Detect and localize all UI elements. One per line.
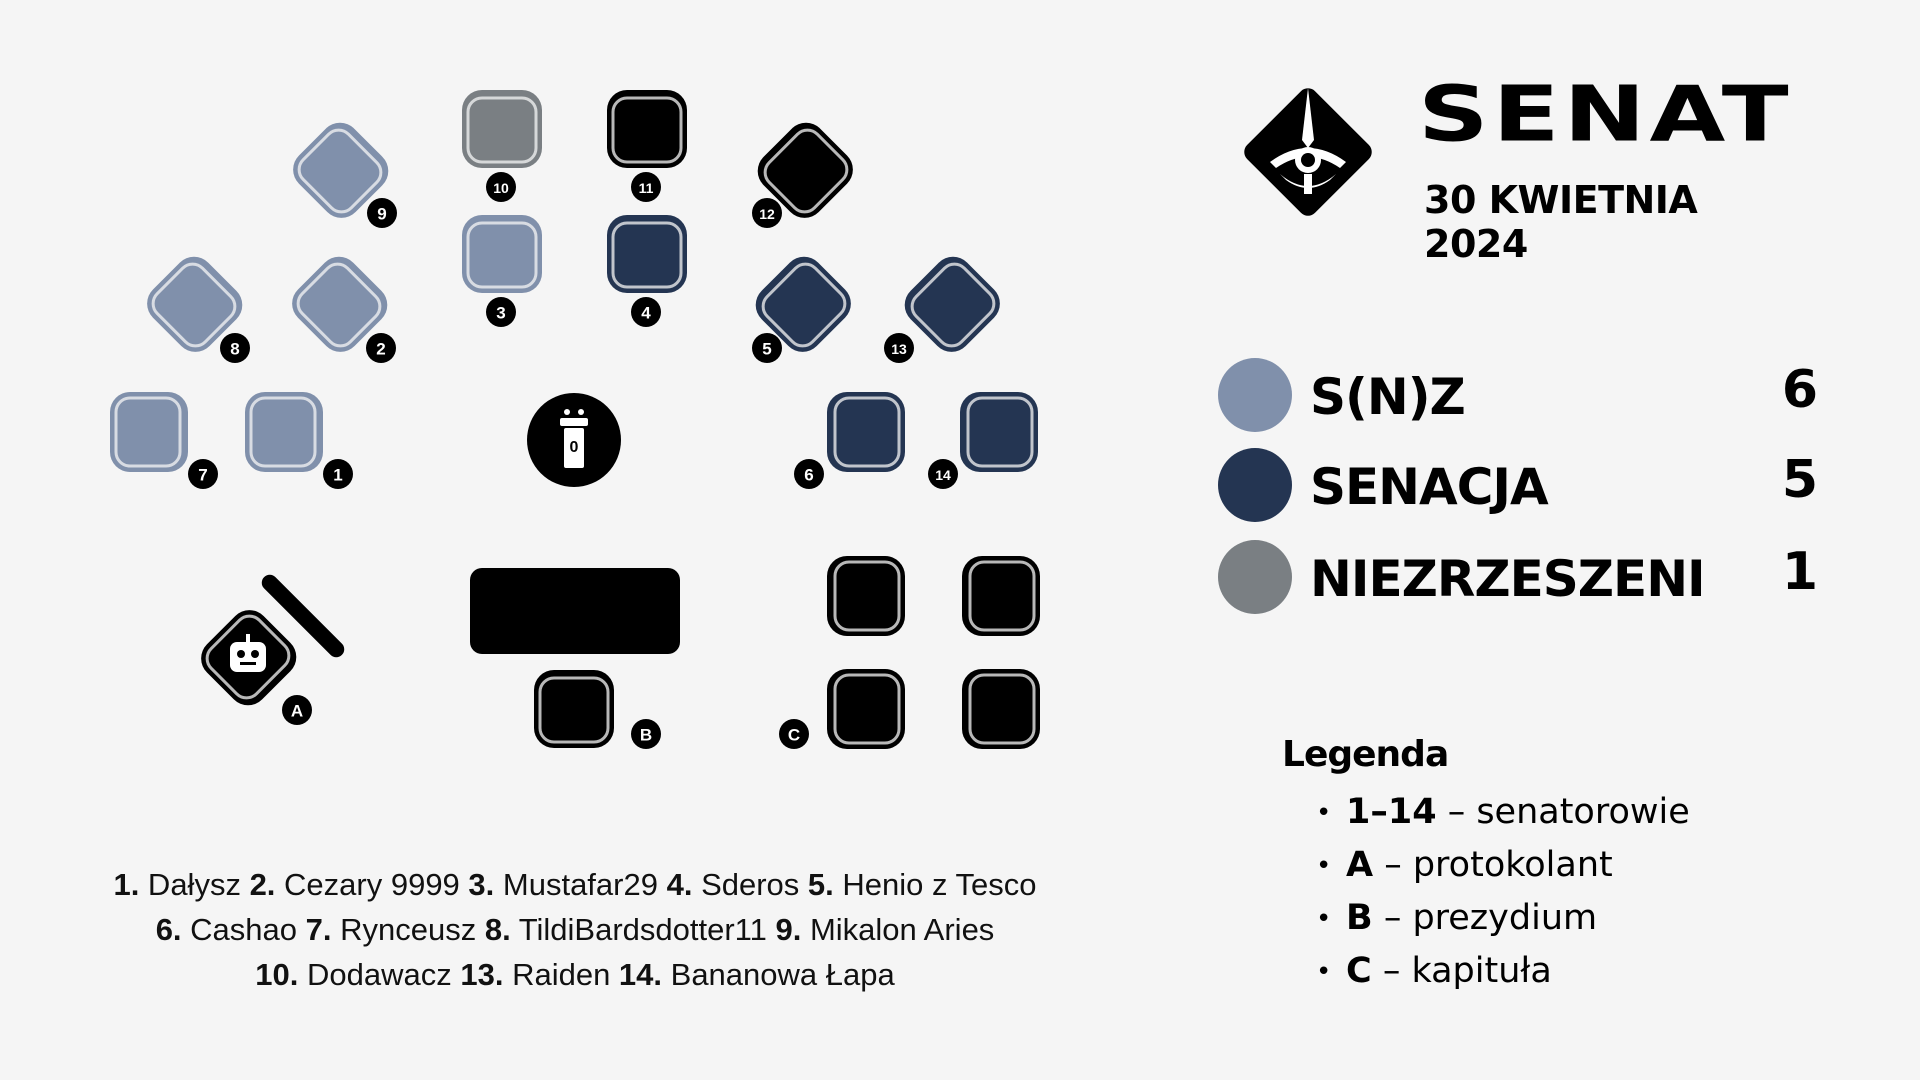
seat-number-badge [631,172,661,202]
svg-text:2: 2 [376,339,386,359]
senator-name-list [60,862,1090,997]
seat-11 [607,90,687,168]
svg-text:B: B [639,725,653,745]
senat-logo [1230,74,1386,230]
seat-number-badge [220,333,250,363]
presidium-table [470,568,680,654]
svg-text:C: C [787,725,801,745]
svg-text:4: 4 [641,303,651,323]
seat-4 [607,215,687,293]
podium [527,393,621,487]
faction-count: 5 [1781,450,1818,510]
seat-number-badge [486,297,516,327]
seat-C-4 [962,669,1040,749]
name-line: 1. Dałysz 2. Cezary 9999 3. Mustafar29 4. Sderos 5. Henio z Tesco [113,867,1037,902]
legend-item: • A – protokolant [1316,845,1613,885]
name-line: 6. Cashao 7. Rynceusz 8. TildiBardsdotter11 9. Mikalon Aries [155,912,995,947]
seat-C-2 [962,556,1040,636]
seat-letter-badge [631,719,661,749]
seat-number-badge [752,198,782,228]
seat-number-badge [794,459,824,489]
seat-number-badge [366,333,396,363]
faction-count: 6 [1781,360,1818,420]
svg-text:8: 8 [230,339,240,359]
faction-count: 1 [1781,542,1818,602]
seat-3 [462,215,542,293]
seat-letter-badge [779,719,809,749]
faction-name: S(N)Z [1310,368,1465,426]
seat-number-badge [928,459,958,489]
seat-number-badge [752,333,782,363]
svg-text:10: 10 [493,180,509,196]
svg-text:1: 1 [333,465,343,485]
legend-title: Legenda [1282,734,1449,775]
seat-number-badge [884,333,914,363]
seat-10 [462,90,542,168]
seat-C-1 [827,556,905,636]
name-line: 10. Dodawacz 13. Raiden 14. Bananowa Łapa [255,957,895,992]
svg-text:9: 9 [377,204,387,224]
seat-number-badge [323,459,353,489]
seat-1 [245,392,323,472]
svg-text:7: 7 [198,465,208,485]
svg-text:13: 13 [891,341,907,357]
svg-text:11: 11 [638,180,654,196]
faction-name: SENACJA [1310,458,1548,516]
seat-number-badge [188,459,218,489]
faction-name: NIEZRZESZENI [1310,550,1705,608]
svg-text:12: 12 [759,206,775,222]
seat-6 [827,392,905,472]
faction-color-dot [1218,358,1292,432]
faction-snz [1218,354,1818,434]
seat-number-badge [486,172,516,202]
legend-item: • B – prezydium [1316,898,1598,938]
svg-text:14: 14 [935,467,951,483]
seat-letter-badge [282,695,312,725]
session-date: 30 KWIETNIA 2024 [1424,178,1698,266]
faction-color-dot [1218,448,1292,522]
legend-item: • 1–14 – senatorowie [1316,792,1690,832]
seat-7 [110,392,188,472]
svg-text:5: 5 [762,339,772,359]
faction-niezrzeszeni [1218,536,1818,616]
faction-senacja [1218,444,1818,524]
legend-list [1316,786,1690,998]
seat-C-3 [827,669,905,749]
svg-text:6: 6 [804,465,814,485]
svg-text:A: A [290,701,304,721]
seat-B [534,670,614,748]
svg-text:3: 3 [496,303,506,323]
legend-item: • C – kapituła [1316,951,1552,991]
podium-label: 0 [569,439,579,456]
page-title: SENAT [1418,70,1793,160]
seat-number-badge [367,198,397,228]
seat-number-badge [631,297,661,327]
faction-color-dot [1218,540,1292,614]
seat-14 [960,392,1038,472]
